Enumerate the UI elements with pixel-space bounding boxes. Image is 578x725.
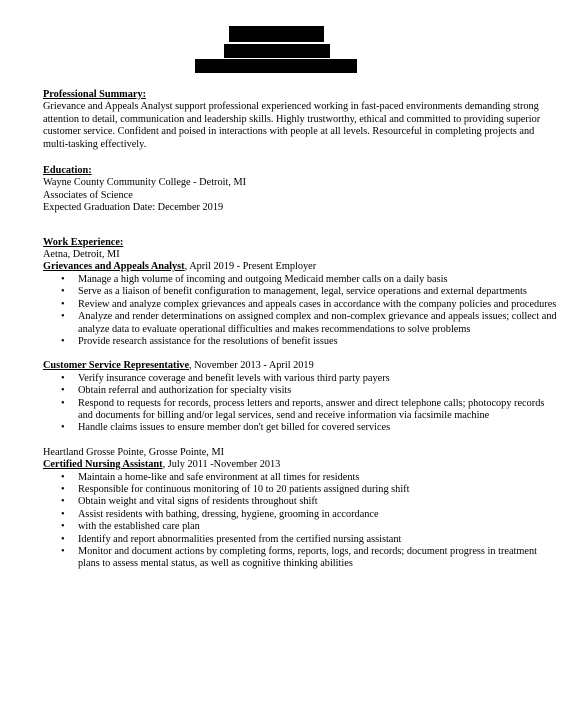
- list-item: • Monitor and document actions by completing forms, reports, logs, and records; document progress in treatment plans to assess mental status, as well as cognitive thinking abilities: [43, 546, 558, 571]
- education-school: Wayne County Community College - Detroit, MI: [43, 177, 247, 189]
- job-header: [43, 459, 558, 471]
- education-degree: Associates of Science: [43, 189, 133, 201]
- job-title: Grievances and Appeals Analyst: [43, 261, 185, 273]
- list-item: • Respond to requests for records, process letters and reports, answer and direct telephone calls; photocopy records and documents for billing and/or legal services, send and receive information via facsimile machine: [43, 398, 558, 423]
- job-title: Customer Service Representative: [43, 360, 190, 372]
- job-entry: [43, 360, 558, 434]
- job-entry: [43, 261, 558, 348]
- list-item: • Provide research assistance for the resolutions of benefit issues: [43, 336, 558, 348]
- job-header: [43, 360, 558, 372]
- list-item: • Manage a high volume of incoming and outgoing Medicaid member calls on a daily basis: [43, 274, 558, 286]
- redacted-contact-line-1: [224, 44, 330, 58]
- list-item: • Review and analyze complex grievances and appeals cases in accordance with the company policies and procedures: [43, 299, 558, 311]
- list-item: • Maintain a home-like and safe environment at all times for residents: [43, 472, 558, 484]
- job-entry: [43, 459, 558, 571]
- list-item: • Identify and report abnormalities presented from the certified nursing assistant: [43, 534, 558, 546]
- list-item: • Verify insurance coverage and benefit levels with various third party payers: [43, 373, 558, 385]
- education-heading: Education:: [43, 165, 92, 177]
- professional-summary-text: Grievance and Appeals Analyst support professional experienced working in fast-paced environments demanding strong attention to detail, communication and leadership skills. Highly trustworthy, ethical and committed to providing superior customer service. Confident and poised in interactions with people at all levels. Resourceful in completing projects and multi-tasking effectively.: [43, 101, 541, 150]
- resume-body: [43, 89, 558, 571]
- list-item: • Responsible for continuous monitoring of 10 to 20 patients assigned during shift: [43, 484, 558, 496]
- employer-name: Heartland Grosse Pointe, Grosse Pointe, MI: [43, 446, 225, 458]
- list-item: • Obtain weight and vital signs of residents throughout shift: [43, 496, 558, 508]
- redacted-contact-line-2: [195, 59, 357, 73]
- list-item: • Handle claims issues to ensure member don't get billed for covered services: [43, 422, 558, 434]
- job-title: Certified Nursing Assistant: [43, 459, 163, 471]
- work-experience-heading: Work Experience:: [43, 236, 124, 248]
- job-dates: , April 2019 - Present Employer: [184, 261, 317, 273]
- education-section: [43, 165, 558, 215]
- job-dates: , November 2013 - April 2019: [189, 360, 314, 372]
- redacted-name: [229, 26, 324, 42]
- employer-name: Aetna, Detroit, MI: [43, 249, 120, 261]
- job-duties-list: [43, 373, 558, 435]
- education-graduation: Expected Graduation Date: December 2019: [43, 202, 224, 214]
- professional-summary-section: [43, 89, 558, 151]
- job-header: [43, 261, 558, 273]
- professional-summary-heading: Professional Summary:: [43, 89, 147, 100]
- list-item: • Obtain referral and authorization for specialty visits: [43, 385, 558, 397]
- list-item: • Analyze and render determinations on assigned complex and non-complex grievance and appeals issues; collect and analyze data to evaluate operational difficulties and makes recommendations to solve problems: [43, 311, 558, 336]
- job-duties-list: [43, 274, 558, 348]
- list-item: • Assist residents with bathing, dressing, hygiene, grooming in accordance: [43, 509, 558, 521]
- list-item: • with the established care plan: [43, 521, 558, 533]
- work-experience-section: [43, 237, 558, 571]
- job-duties-list: [43, 472, 558, 571]
- list-item: • Serve as a liaison of benefit configuration to management, legal, service operations and external departments: [43, 286, 558, 298]
- job-dates: , July 2011 -November 2013: [162, 459, 281, 471]
